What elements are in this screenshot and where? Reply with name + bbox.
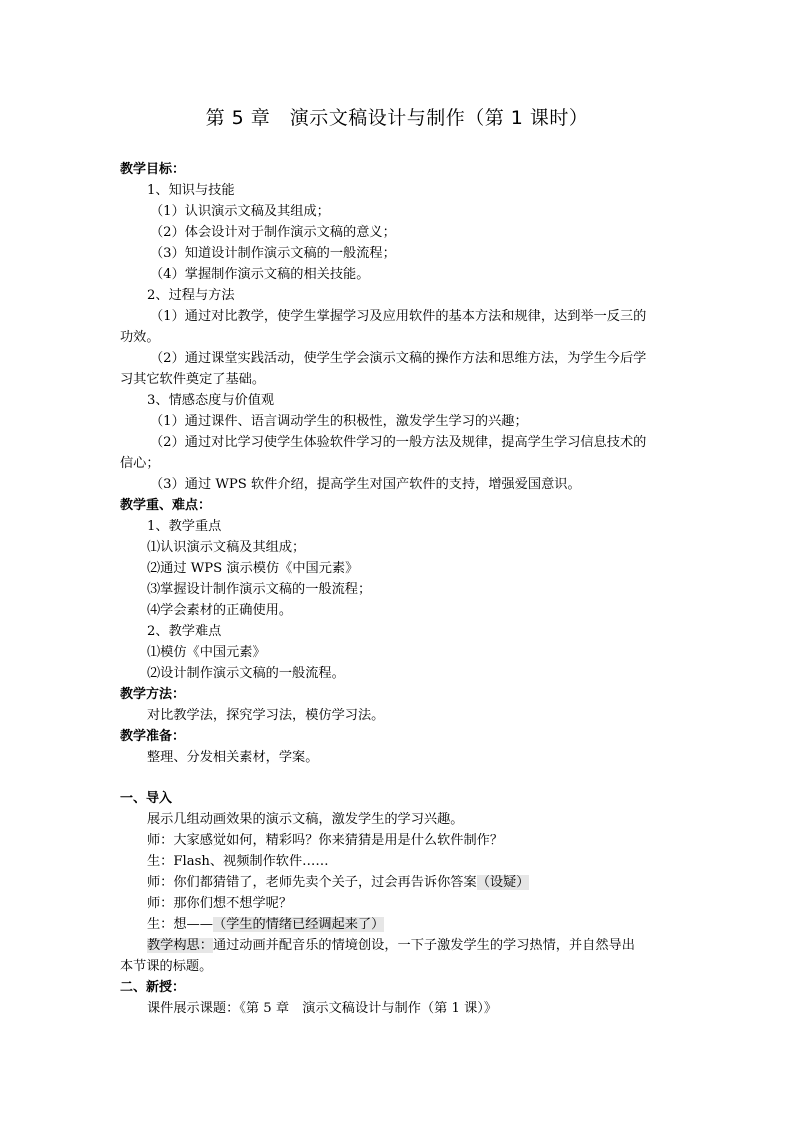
objectives-paragraph: （1）通过对比教学，使学生掌握学习及应用软件的基本方法和规律，达到举一反三的 — [150, 309, 647, 324]
keypoints-focus-title: 1、教学重点 — [147, 519, 222, 534]
methods-text: 对比教学法，探究学习法，模仿学习法。 — [147, 708, 385, 723]
keypoints-item: ⑴认识演示文稿及其组成； — [147, 540, 306, 555]
keypoints-item: ⑴模仿《中国元素》 — [147, 645, 266, 660]
newlesson-line: 课件展示课题：《第 5 章 演示文稿设计与制作（第 1 课）》 — [147, 1001, 498, 1016]
intro-dialogue: 师：你们都猜错了，老师先卖个关子，过会再告诉你答案 — [147, 875, 477, 890]
objectives-item: （2）体会设计对于制作演示文稿的意义； — [150, 225, 396, 240]
objectives-paragraph: （2）通过对比学习使学生体验软件学习的一般方法及规律，提高学生学习信息技术的 — [150, 435, 647, 450]
intro-dialogue: 生：想—— — [147, 917, 213, 932]
intro-line: 师：大家感觉如何，精彩吗？你来猜猜是用是什么软件制作？ — [147, 833, 504, 848]
objectives-paragraph: （1）通过课件、语言调动学生的积极性，激发学生学习的兴趣； — [150, 414, 528, 429]
objectives-section-1-title: 1、知识与技能 — [147, 183, 235, 198]
newlesson-heading: 二、新授： — [120, 980, 186, 995]
objectives-paragraph: （2）通过课堂实践活动，使学生学会演示文稿的操作方法和思维方法，为学生今后学 — [150, 351, 647, 366]
objectives-paragraph: （3）通过 WPS 软件介绍，提高学生对国产软件的支持，增强爱国意识。 — [150, 477, 581, 492]
intro-line: 生：Flash、视频制作软件…… — [147, 854, 329, 869]
objectives-section-3-title: 3、情感态度与价值观 — [147, 393, 275, 408]
intro-line-cont: 本节课的标题。 — [120, 959, 213, 974]
objectives-paragraph-cont: 信心； — [120, 456, 160, 471]
methods-heading: 教学方法： — [120, 687, 186, 702]
keypoints-difficulty-title: 2、教学难点 — [147, 624, 222, 639]
prep-heading: 教学准备： — [120, 729, 186, 744]
intro-design-text: 通过动画并配音乐的情境创设，一下子激发学生的学习热情，并自然导出 — [212, 938, 635, 953]
intro-design-label: 教学构思： — [147, 938, 213, 953]
objectives-item: （4）掌握制作演示文稿的相关技能。 — [150, 267, 370, 282]
intro-line: 师：那你们想不想学呢？ — [147, 896, 293, 911]
prep-text: 整理、分发相关素材，学案。 — [147, 750, 319, 765]
objectives-item: （1）认识演示文稿及其组成； — [150, 204, 330, 219]
intro-annotation: （设疑） — [476, 875, 530, 890]
objectives-paragraph-cont: 功效。 — [120, 330, 160, 345]
keypoints-heading: 教学重、难点： — [120, 498, 212, 513]
intro-heading: 一、导入 — [120, 791, 173, 806]
intro-annotation: （学生的情绪已经调起来了） — [212, 917, 385, 932]
intro-line — [147, 874, 707, 891]
objectives-paragraph-cont: 习其它软件奠定了基础。 — [120, 372, 266, 387]
objectives-heading: 教学目标： — [120, 162, 186, 177]
keypoints-item: ⑷学会素材的正确使用。 — [147, 603, 293, 618]
page-title: 第 5 章 演示文稿设计与制作（第 1 课时） — [205, 107, 589, 129]
keypoints-item: ⑵设计制作演示文稿的一般流程。 — [147, 666, 345, 681]
objectives-item: （3）知道设计制作演示文稿的一般流程； — [150, 246, 396, 261]
intro-line: 展示几组动画效果的演示文稿，激发学生的学习兴趣。 — [147, 812, 464, 827]
intro-line — [147, 937, 707, 954]
objectives-section-2-title: 2、过程与方法 — [147, 288, 235, 303]
keypoints-item: ⑶掌握设计制作演示文稿的一般流程； — [147, 582, 372, 597]
keypoints-item: ⑵通过 WPS 演示模仿《中国元素》 — [147, 561, 359, 576]
intro-line — [147, 916, 707, 933]
